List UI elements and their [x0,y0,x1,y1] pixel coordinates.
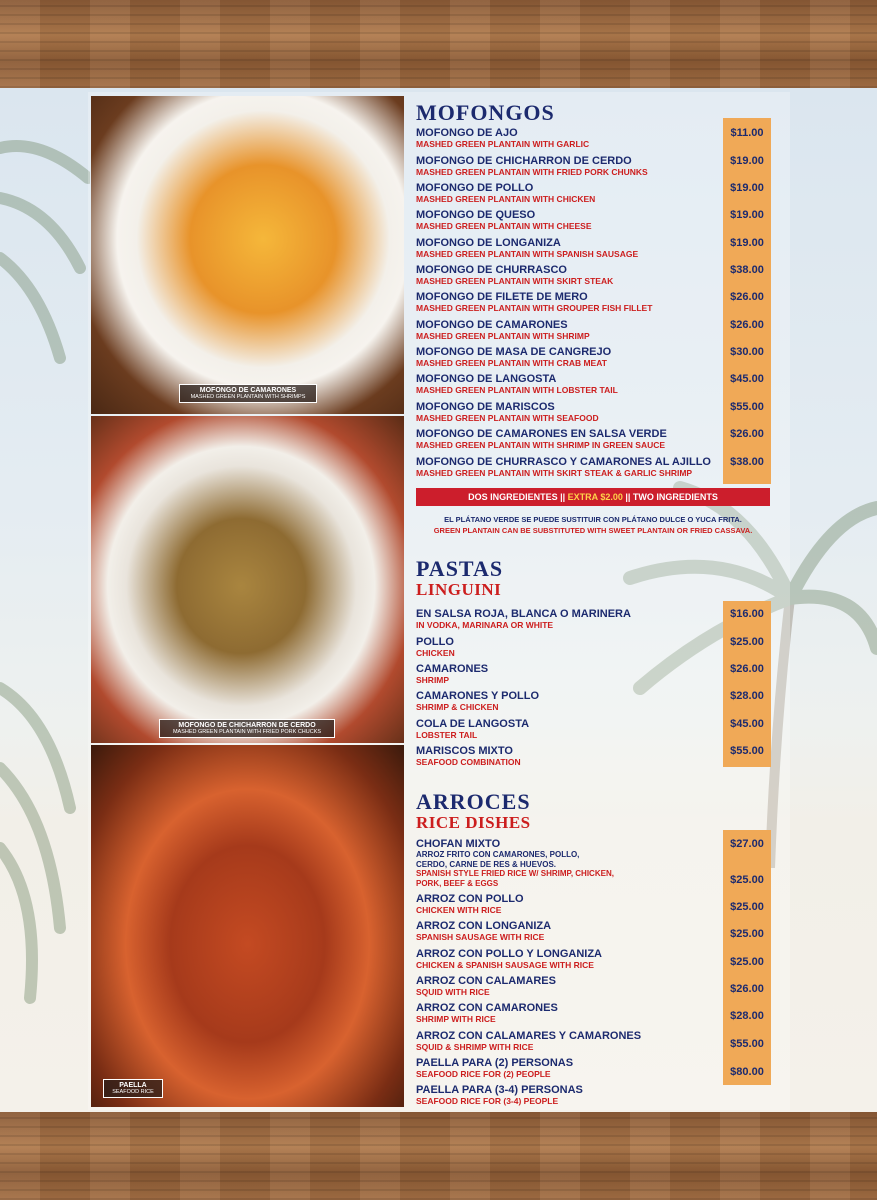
item-description: SHRIMP WITH RICE [416,1014,496,1024]
menu-item [416,155,722,177]
item-name: PAELLA PARA (3-4) PERSONAS [416,1084,583,1096]
item-name: EN SALSA ROJA, BLANCA O MARINERA [416,608,631,620]
item-price: $27.00 [730,838,764,850]
item-description: MASHED GREEN PLANTAIN WITH SKIRT STEAK & GARLIC SHRIMP [416,468,693,478]
menu-item [416,127,722,149]
menu-item [416,264,722,286]
item-name: POLLO [416,636,454,648]
item-name: MOFONGO DE FILETE DE MERO [416,291,588,303]
item-description: SQUID WITH RICE [416,987,490,997]
item-description: MASHED GREEN PLANTAIN WITH SHRIMP IN GREEN SAUCE [416,440,666,450]
item-description: MASHED GREEN PLANTAIN WITH CHEESE [416,221,592,231]
caption-title: MOFONGO DE CAMARONES [199,387,297,394]
menu-item [416,182,722,204]
caption-subtitle: MASHED GREEN PLANTAIN WITH FRIED PORK CHUCKS [172,729,322,735]
item-description: MASHED GREEN PLANTAIN WITH GARLIC [416,139,590,149]
banner-extra: EXTRA $2.00 [567,492,623,502]
menu-item [416,745,722,767]
item-price: $26.00 [730,663,764,675]
photo-paella [91,745,404,1107]
item-price: $26.00 [730,428,764,440]
palm-left-top-icon [0,118,90,418]
item-price: $11.00 [730,127,764,139]
item-price: $19.00 [730,154,764,167]
banner-separator: || [557,492,568,502]
item-price: $25.00 [730,636,764,648]
menu-item [416,209,722,231]
caption-subtitle: SEAFOOD RICE [112,1089,154,1095]
item-name: ARROZ CON CAMARONES [416,1002,558,1014]
item-description: MASHED GREEN PLANTAIN WITH CRAB MEAT [416,358,607,368]
item-price: $45.00 [730,718,764,730]
item-name: MOFONGO DE CHURRASCO [416,264,567,276]
item-price: $25.00 [730,874,764,886]
item-name: MOFONGO DE POLLO [416,182,534,194]
item-price: $38.00 [730,456,764,468]
item-name: COLA DE LANGOSTA [416,718,530,730]
menu-item [416,893,722,915]
item-description: SHRIMP & CHICKEN [416,702,499,712]
item-price: $55.00 [730,1038,764,1050]
item-price: $16.00 [730,608,764,620]
item-description: MASHED GREEN PLANTAIN WITH SKIRT STEAK [416,276,614,286]
menu-item [416,456,722,478]
item-name: MOFONGO DE MARISCOS [416,400,555,413]
item-name: MOFONGO DE CHURRASCO Y CAMARONES AL AJILLO [416,456,711,468]
menu-item [416,948,722,970]
item-name: MOFONGO DE MASA DE CANGREJO [416,346,612,358]
photo-caption [179,384,317,403]
item-description: MASHED GREEN PLANTAIN WITH SPANISH SAUSAGE [416,248,639,259]
menu-item [416,319,722,341]
item-name: ARROZ CON POLLO [416,893,524,905]
menu-item-chofan-mixto [416,838,722,888]
item-name: ARROZ CON POLLO Y LONGANIZA [416,948,602,960]
menu-item [416,346,722,368]
item-name: ARROZ CON CALAMARES [416,975,556,987]
item-price: $19.00 [730,236,764,249]
item-desc-en: PORK, BEEF & EGGS [416,878,499,888]
menu-item [416,608,722,630]
item-price: $25.00 [730,928,764,940]
item-description: SQUID & SHRIMP WITH RICE [416,1042,534,1052]
banner-separator: || [622,492,633,502]
item-name: MOFONGO DE CAMARONES [416,318,568,331]
item-description: SEAFOOD RICE FOR (3-4) PEOPLE [416,1096,559,1106]
menu-item [416,237,722,259]
photo-caption [103,1079,163,1098]
item-name: MOFONGO DE AJO [416,127,518,139]
banner-right: TWO INGREDIENTS [632,492,718,502]
item-description: MASHED GREEN PLANTAIN WITH SEAFOOD [416,412,599,423]
section-title-arroces: ARROCES [416,789,531,814]
item-name: PAELLA PARA (2) PERSONAS [416,1057,574,1069]
item-price: $28.00 [730,690,764,702]
item-price: $80.00 [730,1066,764,1078]
caption-title: PAELLA [119,1082,147,1089]
item-name: CAMARONES Y POLLO [416,690,540,702]
menu-item [416,636,722,658]
item-description: CHICKEN WITH RICE [416,905,502,915]
substitution-note-en: GREEN PLANTAIN CAN BE SUBSTITUTED WITH SWEET PLANTAIN OR FRIED CASSAVA. [433,526,753,535]
menu-item [416,401,722,423]
substitution-note-es: EL PLÁTANO VERDE SE PUEDE SUSTITUIR CON PLÁTANO DULCE O YUCA FRITA. [444,515,742,524]
item-description: MASHED GREEN PLANTAIN WITH SHRIMP [416,330,590,341]
item-description: CHICKEN & SPANISH SAUSAGE WITH RICE [416,960,594,970]
wood-bottom-border [0,1112,877,1200]
item-description: SEAFOOD COMBINATION [416,757,521,767]
section-subtitle-linguini: LINGUINI [416,580,502,599]
item-desc-es: ARROZ FRITO CON CAMARONES, POLLO, [416,850,580,859]
item-name: CHOFAN MIXTO [416,838,501,850]
item-price: $26.00 [730,291,764,303]
item-description: CHICKEN [416,648,455,658]
item-price: $28.00 [730,1010,764,1022]
menu-item [416,428,722,450]
item-price: $19.00 [730,209,764,221]
item-description: SEAFOOD RICE FOR (2) PEOPLE [416,1069,551,1079]
item-description: LOBSTER TAIL [416,730,478,740]
item-price: $38.00 [730,264,764,276]
item-price: $25.00 [730,901,764,913]
photo-caption [159,719,335,738]
palm-left-bottom-icon [0,648,90,1008]
item-name: MARISCOS MIXTO [416,745,513,757]
menu-item [416,718,722,740]
item-description: IN VODKA, MARINARA OR WHITE [416,620,554,630]
item-description: MASHED GREEN PLANTAIN WITH FRIED PORK CHUNKS [416,166,648,177]
item-name: MOFONGO DE CAMARONES EN SALSA VERDE [416,428,667,440]
item-price: $30.00 [730,346,764,358]
item-desc-en: SPANISH STYLE FRIED RICE W/ SHRIMP, CHICKEN, [416,869,614,878]
menu-item [416,1002,722,1024]
banner-left: DOS INGREDIENTES [468,492,558,502]
menu-item [416,1057,722,1079]
wood-top-border [0,0,877,88]
item-price: $25.00 [730,956,764,968]
item-description: MASHED GREEN PLANTAIN WITH CHICKEN [416,194,596,204]
menu-item [416,1030,722,1052]
caption-title: MOFONGO DE CHICHARRON DE CERDO [178,722,316,729]
item-desc-es: CERDO, CARNE DE RES & HUEVOS. [416,859,557,869]
item-price: $45.00 [730,373,764,385]
menu-item [416,975,722,997]
item-name: MOFONGO DE LANGOSTA [416,373,557,385]
item-description: SPANISH SAUSAGE WITH RICE [416,932,545,942]
menu-item [416,663,722,685]
item-name: MOFONGO DE CHICHARRON DE CERDO [416,154,632,167]
price-column [723,601,771,767]
item-price: $55.00 [730,745,764,757]
menu-item [416,373,722,395]
menu-item [416,1084,722,1106]
item-name: ARROZ CON LONGANIZA [416,920,552,932]
menu-item [416,291,722,313]
two-ingredients-banner [416,488,770,506]
menu-item [416,690,722,712]
item-price: $19.00 [730,182,764,194]
caption-subtitle: MASHED GREEN PLANTAIN WITH SHRIMPS [190,394,306,400]
item-price: $26.00 [730,983,764,995]
section-subtitle-rice-dishes: RICE DISHES [416,813,531,832]
item-price: $55.00 [730,400,764,413]
item-name: ARROZ CON CALAMARES Y CAMARONES [416,1030,642,1042]
section-title-pastas: PASTAS [416,556,504,581]
item-name: CAMARONES [416,663,489,675]
item-description: MASHED GREEN PLANTAIN WITH GROUPER FISH FILLET [416,303,653,313]
menu-item [416,920,722,942]
section-title-mofongos: MOFONGOS [416,100,555,125]
item-name: MOFONGO DE LONGANIZA [416,236,561,249]
item-description: SHRIMP [416,675,450,685]
item-description: MASHED GREEN PLANTAIN WITH LOBSTER TAIL [416,385,618,395]
item-price: $26.00 [730,318,764,331]
photo-mofongo-chicharron [91,416,404,743]
item-name: MOFONGO DE QUESO [416,209,536,221]
photo-mofongo-camarones [91,96,404,414]
